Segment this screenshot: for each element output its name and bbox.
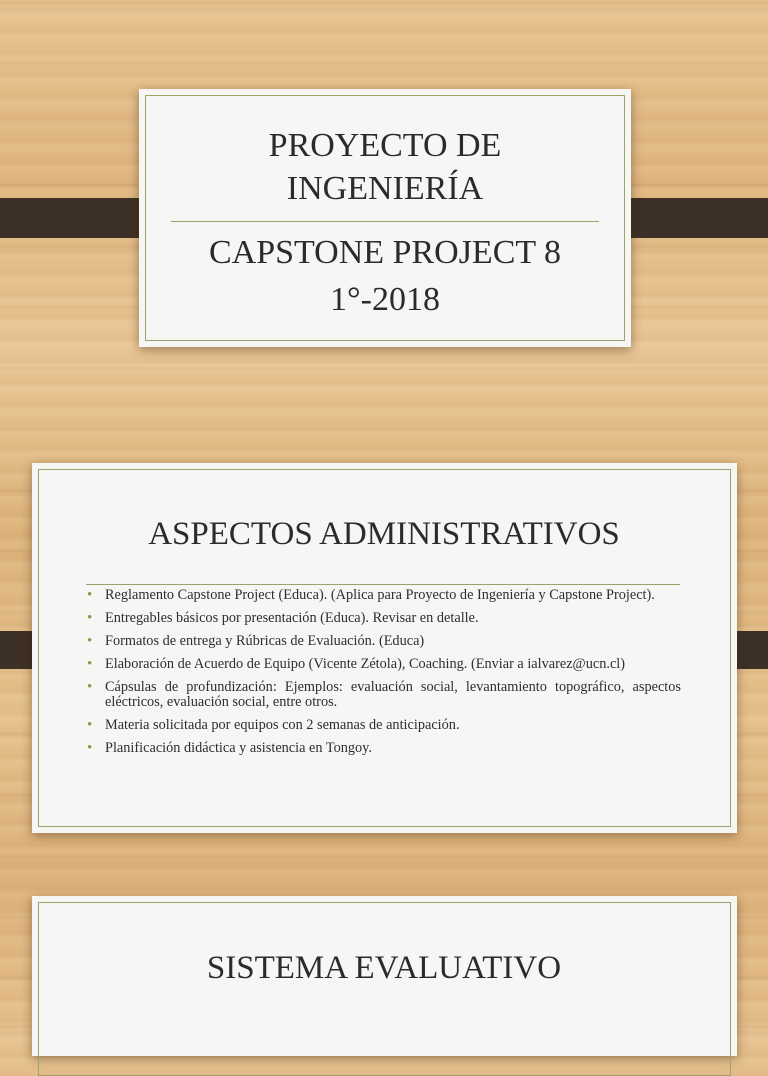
title-line-2: INGENIERÍA	[286, 170, 484, 207]
list-item	[84, 718, 681, 733]
bullet-text: Formatos de entrega y Rúbricas de Evaluación. (Educa)	[105, 633, 425, 649]
bullet-text: Elaboración de Acuerdo de Equipo (Vicente Zétola), Coaching. (Enviar a ialvarez@ucn.cl)	[105, 656, 626, 672]
bullet-text: Reglamento Capstone Project (Educa). (Aplica para Proyecto de Ingeniería y Capstone Project).	[105, 587, 655, 603]
decor-band-left-1	[0, 198, 155, 238]
slide-heading: ASPECTOS ADMINISTRATIVOS	[148, 516, 620, 552]
bullet-text: Materia solicitada por equipos con 2 semanas de anticipación.	[105, 717, 460, 733]
title-divider	[171, 221, 599, 222]
bullet-text: Planificación didáctica y asistencia en Tongoy.	[105, 740, 372, 756]
bullet-icon: •	[87, 633, 93, 649]
bullet-icon: •	[87, 679, 93, 695]
list-item	[84, 611, 681, 626]
heading-divider	[86, 584, 680, 585]
bullet-icon: •	[87, 610, 93, 626]
bullet-list	[84, 588, 681, 764]
bullet-text: Cápsulas de profundización: Ejemplos: evaluación social, levantamiento topográfico, aspectos eléctricos, evaluación social, entre otros.	[105, 679, 681, 710]
list-item	[84, 588, 681, 603]
list-item	[84, 741, 681, 756]
bullet-icon: •	[87, 587, 93, 603]
bullet-icon: •	[87, 656, 93, 672]
decor-band-right-1	[613, 198, 768, 238]
list-item	[84, 657, 681, 672]
subtitle-line-2: 1°-2018	[330, 281, 440, 318]
card-frame	[38, 902, 731, 1076]
list-item	[84, 634, 681, 649]
list-item	[84, 680, 681, 710]
slide-heading: SISTEMA EVALUATIVO	[206, 950, 562, 986]
title-line-1: PROYECTO DE	[268, 127, 502, 164]
title-slide-card	[139, 89, 631, 347]
bullet-icon: •	[87, 740, 93, 756]
subtitle-line-1: CAPSTONE PROJECT 8	[208, 234, 562, 271]
bullet-icon: •	[87, 717, 93, 733]
bullet-text: Entregables básicos por presentación (Educa). Revisar en detalle.	[105, 610, 479, 626]
